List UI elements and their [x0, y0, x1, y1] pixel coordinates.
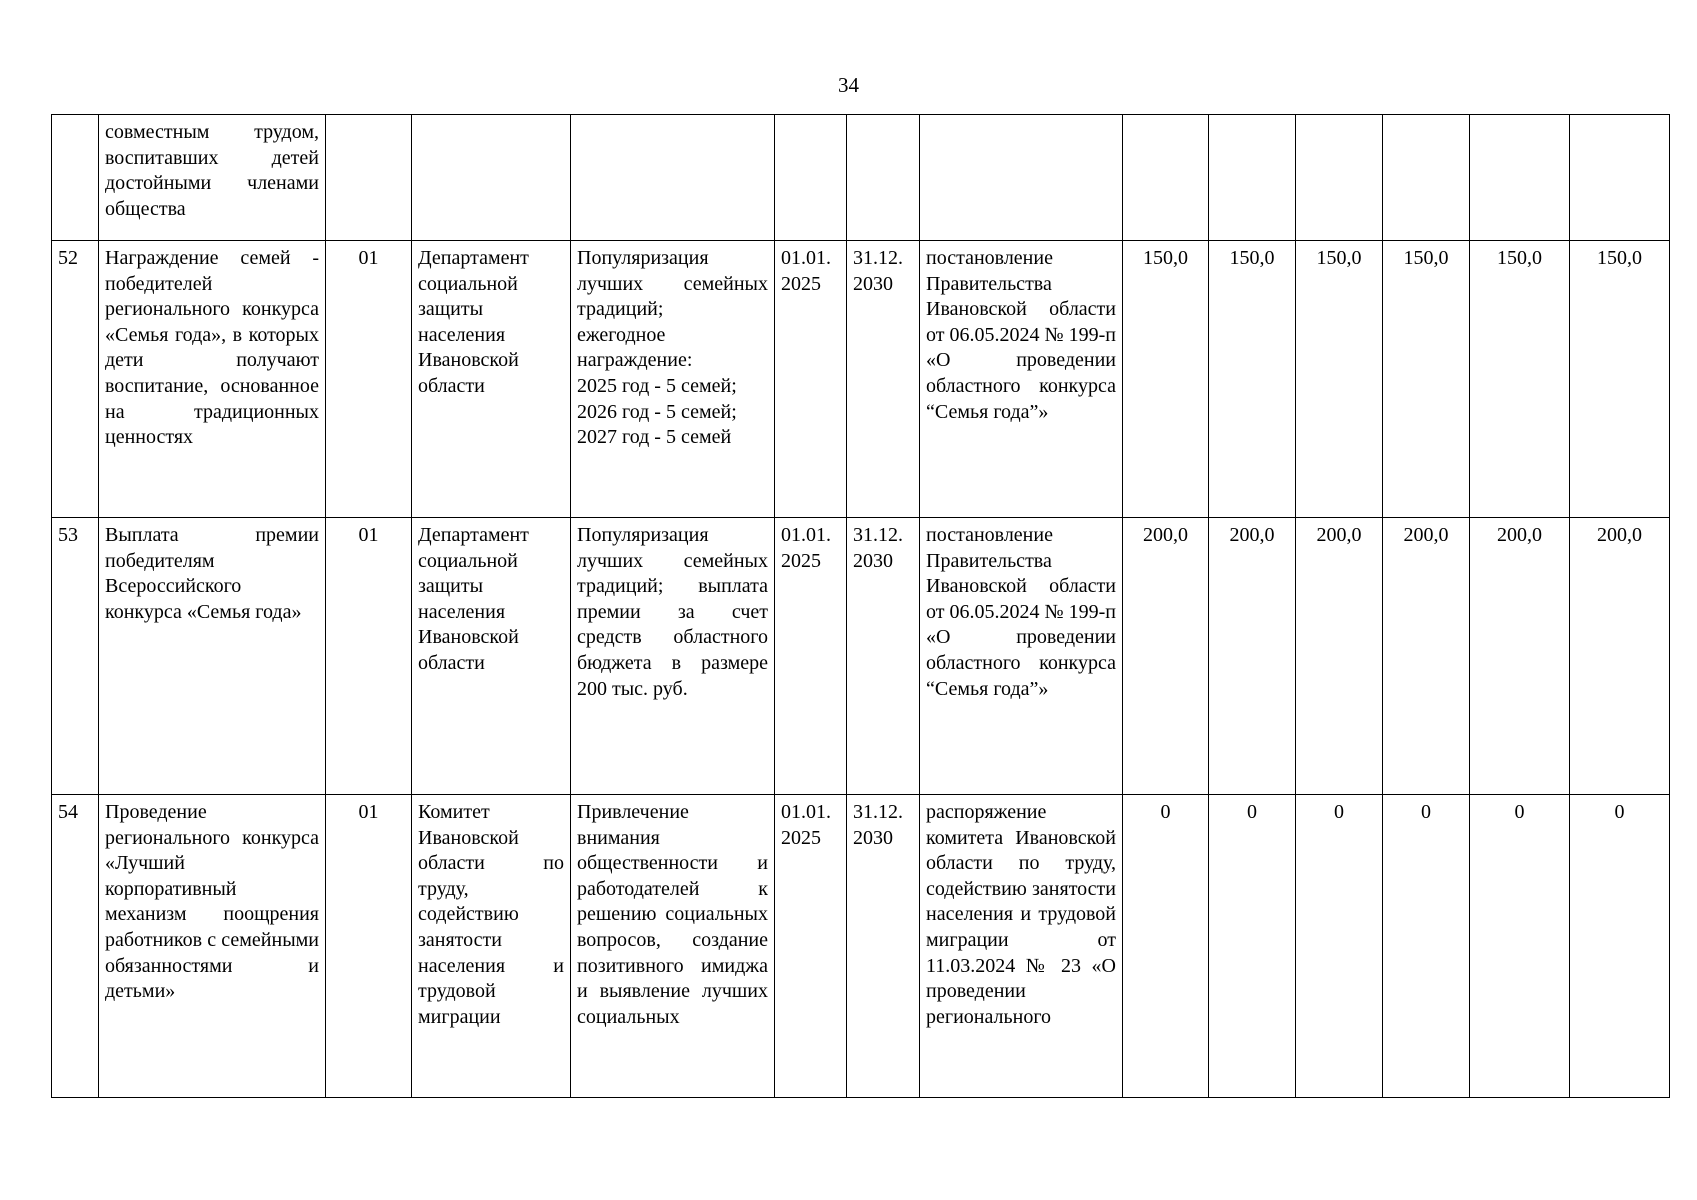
- cell-amount: 0: [1209, 795, 1296, 1098]
- cell-amount: 0: [1296, 795, 1383, 1098]
- program-activities-table: [51, 114, 1670, 1098]
- cell-num: 54: [52, 795, 99, 1098]
- cell-executor: [412, 115, 571, 241]
- cell-executor: Комитет Ивановской области по труду, содействию занятости населения и трудовой миграции: [412, 795, 571, 1098]
- cell-num: 53: [52, 518, 99, 795]
- cell-amount: [1209, 115, 1296, 241]
- cell-basis: постановление Правительства Ивановской области от 06.05.2024 № 199-п «О проведении областного конкурса “Семья года”»: [920, 241, 1123, 518]
- cell-result: Популяризация лучших семейных традиций; ежегодное награждение: 2025 год - 5 семей; 2026 год - 5 семей; 2027 год - 5 семей: [571, 241, 775, 518]
- table-row-continuation: [52, 115, 1670, 241]
- cell-amount: 200,0: [1123, 518, 1209, 795]
- cell-start-date: 01.01. 2025: [775, 518, 847, 795]
- cell-name: Награждение семей - победителей регионального конкурса «Семья года», в которых дети получают воспитание, основанное на традиционных ценностях: [99, 241, 326, 518]
- cell-code: 01: [326, 518, 412, 795]
- cell-end-date: 31.12. 2030: [847, 241, 920, 518]
- table-row: [52, 518, 1670, 795]
- cell-num: 52: [52, 241, 99, 518]
- cell-code: [326, 115, 412, 241]
- table-row: [52, 795, 1670, 1098]
- cell-amount: [1470, 115, 1570, 241]
- cell-amount: 0: [1570, 795, 1670, 1098]
- cell-amount: 150,0: [1570, 241, 1670, 518]
- cell-amount: 200,0: [1470, 518, 1570, 795]
- cell-end-date: 31.12. 2030: [847, 518, 920, 795]
- cell-executor: Департамент социальной защиты населения Ивановской области: [412, 241, 571, 518]
- cell-amount: 150,0: [1296, 241, 1383, 518]
- cell-result: [571, 115, 775, 241]
- cell-name: Выплата премии победителям Всероссийского конкурса «Семья года»: [99, 518, 326, 795]
- cell-name: Проведение регионального конкурса «Лучший корпоративный механизм поощрения работников с семейными обязанностями и детьми»: [99, 795, 326, 1098]
- cell-num: [52, 115, 99, 241]
- cell-code: 01: [326, 241, 412, 518]
- cell-amount: 200,0: [1209, 518, 1296, 795]
- table-row: [52, 241, 1670, 518]
- cell-basis: распоряжение комитета Ивановской области по труду, содействию занятости населения и трудовой миграции от 11.03.2024 № 23 «О проведении регионального: [920, 795, 1123, 1098]
- cell-amount: 0: [1383, 795, 1470, 1098]
- cell-amount: 200,0: [1296, 518, 1383, 795]
- cell-start-date: [775, 115, 847, 241]
- cell-end-date: [847, 115, 920, 241]
- cell-executor: Департамент социальной защиты населения Ивановской области: [412, 518, 571, 795]
- cell-amount: 0: [1123, 795, 1209, 1098]
- cell-amount: 200,0: [1570, 518, 1670, 795]
- cell-result: Привлечение внимания общественности и работодателей к решению социальных вопросов, создание позитивного имиджа и выявление лучших социальных: [571, 795, 775, 1098]
- cell-amount: [1123, 115, 1209, 241]
- cell-result: Популяризация лучших семейных традиций; выплата премии за счет средств областного бюджета в размере 200 тыс. руб.: [571, 518, 775, 795]
- cell-amount: 200,0: [1383, 518, 1470, 795]
- cell-code: 01: [326, 795, 412, 1098]
- cell-basis: постановление Правительства Ивановской области от 06.05.2024 № 199-п «О проведении областного конкурса “Семья года”»: [920, 518, 1123, 795]
- cell-amount: [1570, 115, 1670, 241]
- cell-start-date: 01.01. 2025: [775, 795, 847, 1098]
- cell-amount: 150,0: [1470, 241, 1570, 518]
- cell-amount: 150,0: [1209, 241, 1296, 518]
- cell-amount: 150,0: [1123, 241, 1209, 518]
- cell-end-date: 31.12. 2030: [847, 795, 920, 1098]
- cell-amount: [1296, 115, 1383, 241]
- cell-start-date: 01.01. 2025: [775, 241, 847, 518]
- cell-name: совместным трудом, воспитавших детей достойными членами общества: [99, 115, 326, 241]
- cell-amount: 150,0: [1383, 241, 1470, 518]
- page-number: 34: [838, 73, 859, 97]
- cell-amount: [1383, 115, 1470, 241]
- cell-basis: [920, 115, 1123, 241]
- cell-amount: 0: [1470, 795, 1570, 1098]
